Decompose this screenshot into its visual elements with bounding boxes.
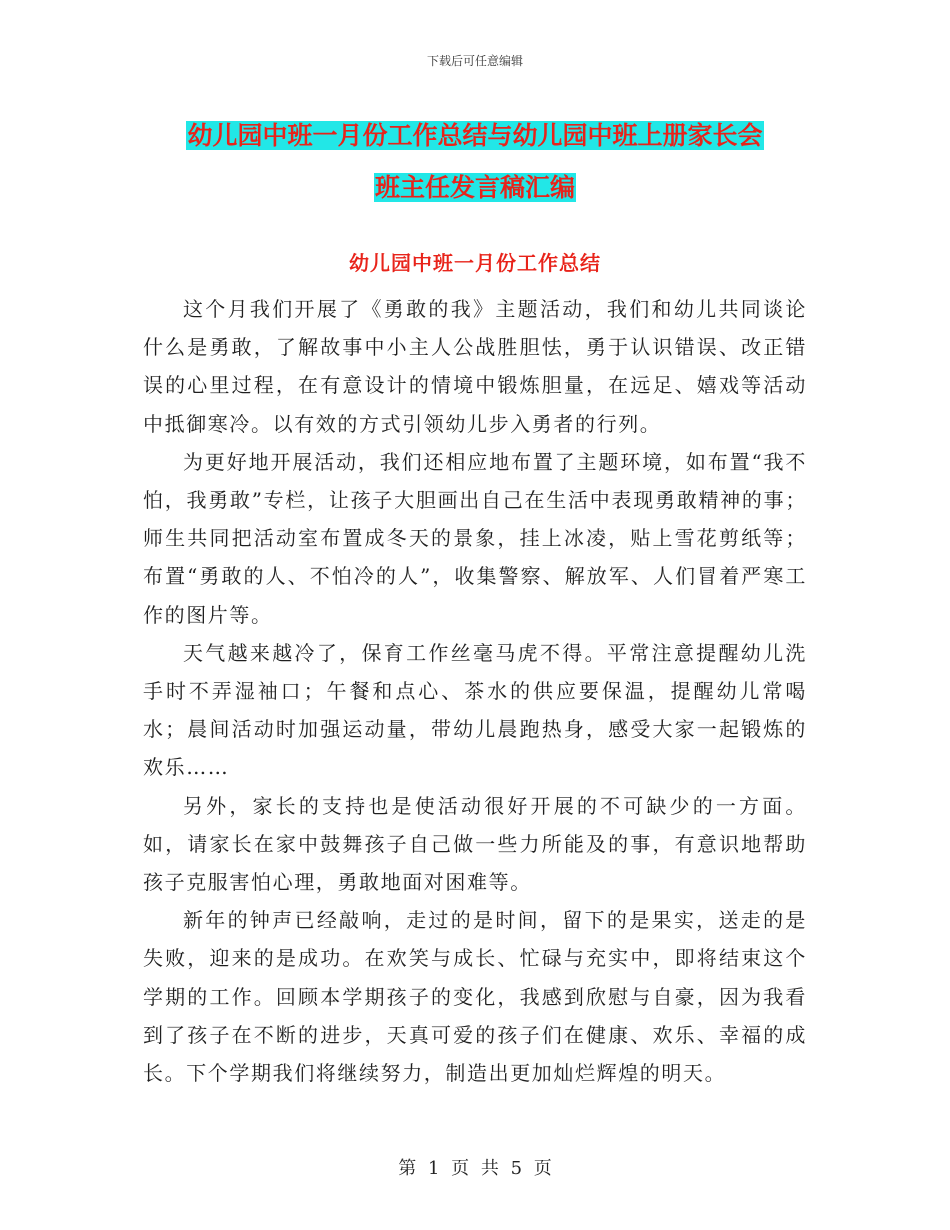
paragraph: 新年的钟声已经敲响，走过的是时间，留下的是果实，送走的是失败，迎来的是成功。在欢笑与成长、忙碌与充实中，即将结束这个学期的工作。回顾本学期孩子的变化，我感到欣慰与自豪，因为我看到了孩子在不断的进步，天真可爱的孩子们在健康、欢乐、幸福的成长。下个学期我们将继续努力，制造出更加灿烂辉煌的明天。 bbox=[143, 908, 807, 1086]
section-title: 幼儿园中班一月份工作总结 bbox=[349, 251, 601, 275]
paragraph: 另外，家长的支持也是使活动很好开展的不可缺少的一方面。如，请家长在家中鼓舞孩子自己做一些力所能及的事，有意识地帮助孩子克服害怕心理，勇敢地面对困难等。 bbox=[143, 793, 807, 895]
document-title-line-2: 班主任发言稿汇编 bbox=[374, 173, 575, 202]
document-title bbox=[0, 110, 950, 214]
paragraph: 这个月我们开展了《勇敢的我》主题活动，我们和幼儿共同谈论什么是勇敢，了解故事中小主人公战胜胆怯，勇于认识错误、改正错误的心里过程，在有意设计的情境中锻炼胆量，在远足、嬉戏等活动中抵御寒冷。以有效的方式引领幼儿步入勇者的行列。 bbox=[143, 297, 807, 436]
paragraph: 天气越来越冷了，保育工作丝毫马虎不得。平常注意提醒幼儿洗手时不弄湿袖口；午餐和点心、茶水的供应要保温，提醒幼儿常喝水；晨间活动时加强运动量，带幼儿晨跑热身，感受大家一起锻炼的欢乐…… bbox=[143, 640, 807, 780]
document-title-line-1: 幼儿园中班一月份工作总结与幼儿园中班上册家长会 bbox=[187, 121, 763, 150]
body-text bbox=[143, 290, 807, 1092]
header-note: 下载后可任意编辑 bbox=[426, 54, 523, 68]
page-number: 第 1 页 共 5 页 bbox=[398, 1158, 552, 1179]
paragraph: 为更好地开展活动，我们还相应地布置了主题环境，如布置“我不怕，我勇敢”专栏，让孩子大胆画出自己在生活中表现勇敢精神的事；师生共同把活动室布置成冬天的景象，挂上冰凌，贴上雪花剪纸等；布置“勇敢的人、不怕冷的人”，收集警察、解放军、人们冒着严寒工作的图片等。 bbox=[143, 449, 807, 627]
